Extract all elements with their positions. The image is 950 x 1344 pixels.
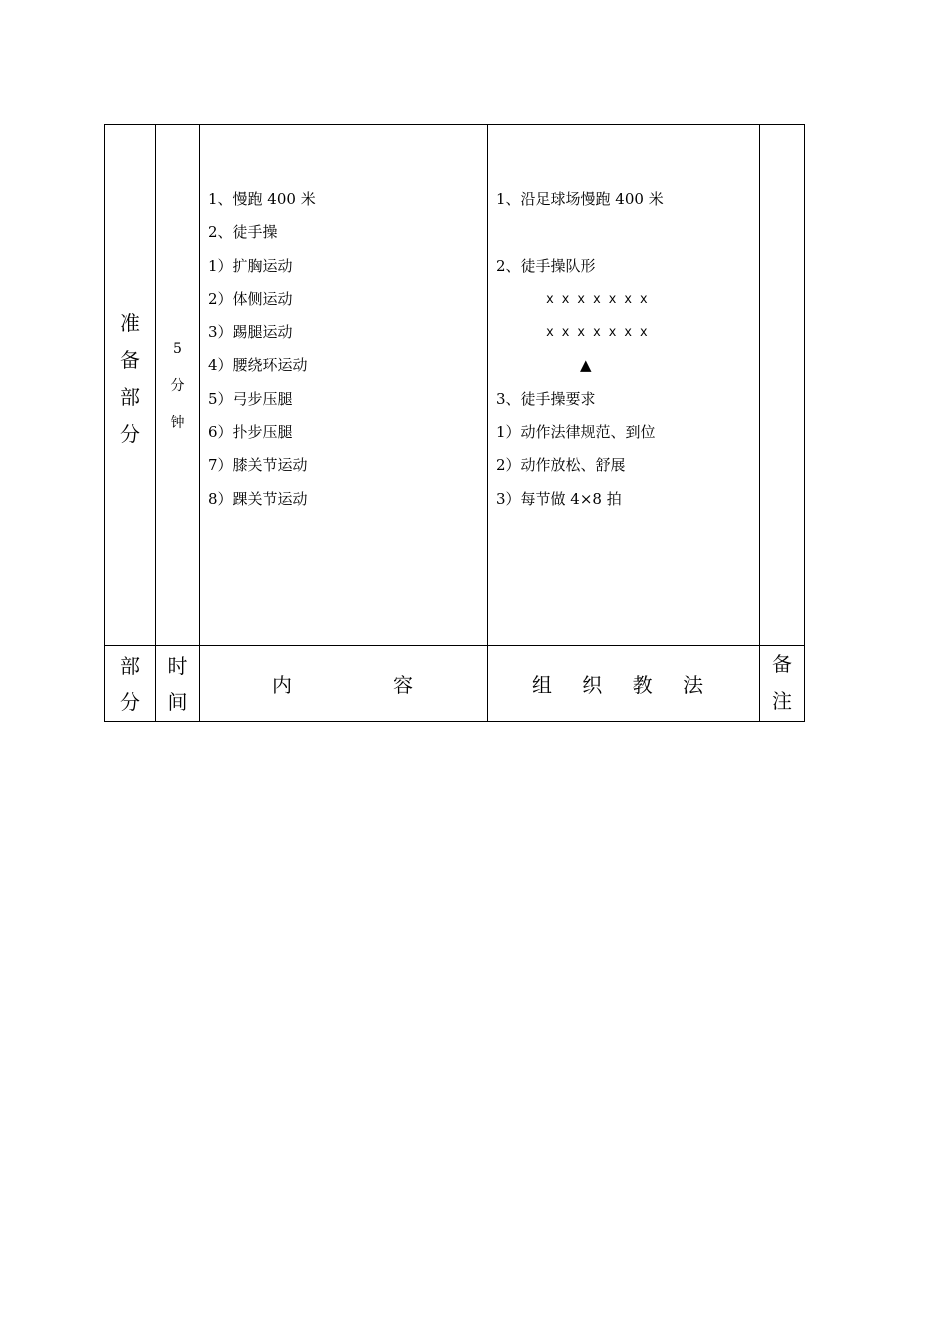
content-item: 5）弓步压腿 bbox=[208, 389, 293, 408]
teacher-triangle-icon: ▲ bbox=[580, 356, 592, 375]
prep-method-cell bbox=[488, 125, 760, 646]
part-char: 分 bbox=[120, 422, 140, 446]
header-content-cell bbox=[200, 646, 488, 722]
header-char: 备 bbox=[772, 652, 792, 676]
method-line: 2）动作放松、舒展 bbox=[496, 456, 626, 475]
content-item: 1）扩胸运动 bbox=[208, 256, 293, 275]
method-spacer bbox=[496, 216, 759, 249]
part-char: 准 bbox=[120, 311, 140, 335]
content-item: 8）踝关节运动 bbox=[208, 489, 308, 508]
header-method-label: 组 织 教 法 bbox=[531, 673, 716, 697]
header-part-cell bbox=[105, 646, 156, 722]
header-char: 注 bbox=[772, 689, 792, 713]
time-char: 钟 bbox=[170, 415, 185, 431]
header-char: 时 bbox=[167, 653, 188, 678]
content-item: 3）踢腿运动 bbox=[208, 323, 293, 342]
header-content-left: 内 bbox=[272, 673, 292, 697]
header-time-cell bbox=[156, 646, 200, 722]
content-item: 7）膝关节运动 bbox=[208, 456, 308, 475]
prep-section-row bbox=[105, 125, 805, 646]
method-line: 2、徒手操队形 bbox=[496, 256, 596, 275]
prep-content-cell bbox=[200, 125, 488, 646]
header-char: 部 bbox=[120, 653, 140, 678]
method-line: 1）动作法律规范、到位 bbox=[496, 423, 656, 442]
content-item: 1、慢跑 400 米 bbox=[208, 190, 316, 208]
method-line: 3）每节做 4×8 拍 bbox=[496, 489, 622, 508]
header-row bbox=[105, 646, 805, 722]
prep-time-cell bbox=[156, 125, 200, 646]
content-item: 2、徒手操 bbox=[208, 223, 278, 242]
time-char: 5 bbox=[173, 341, 182, 357]
header-char: 间 bbox=[167, 689, 188, 714]
header-note-cell bbox=[760, 646, 805, 722]
header-method-cell bbox=[488, 646, 760, 722]
header-char: 分 bbox=[120, 689, 140, 714]
prep-part-cell bbox=[105, 125, 156, 646]
part-char: 部 bbox=[120, 385, 140, 409]
method-line: 3、徒手操要求 bbox=[496, 389, 596, 408]
lesson-plan-table bbox=[104, 124, 805, 722]
formation-row: x x x x x x x bbox=[546, 325, 648, 341]
content-item: 6）扑步压腿 bbox=[208, 423, 293, 442]
formation-row: x x x x x x x bbox=[546, 291, 648, 307]
part-char: 备 bbox=[120, 348, 140, 372]
content-item: 2）体侧运动 bbox=[208, 289, 293, 308]
content-item: 4）腰绕环运动 bbox=[208, 356, 308, 375]
time-char: 分 bbox=[170, 378, 185, 394]
prep-note-cell bbox=[760, 125, 805, 646]
header-content-right: 容 bbox=[393, 673, 413, 697]
method-line: 1、沿足球场慢跑 400 米 bbox=[496, 190, 664, 208]
